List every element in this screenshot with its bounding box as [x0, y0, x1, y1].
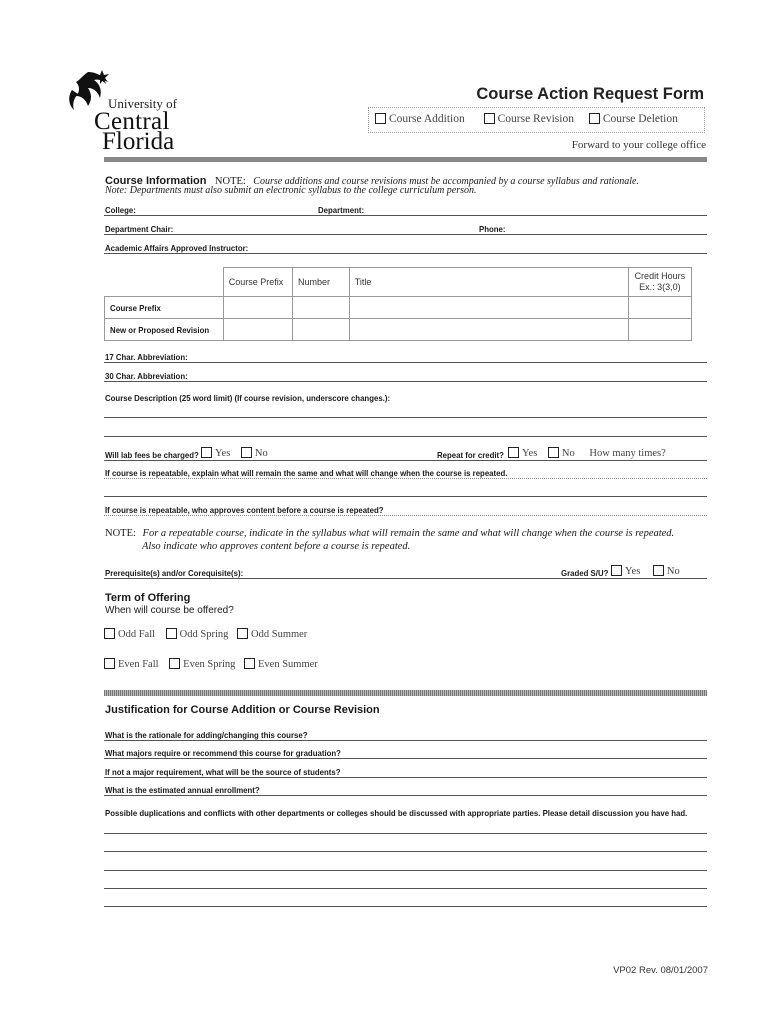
col-credit-hours: Credit Hours Ex.: 3(3,0) — [628, 268, 691, 297]
header-divider — [104, 157, 707, 162]
abbr17-field[interactable] — [104, 362, 707, 363]
chair-field[interactable] — [104, 234, 707, 235]
graded-yes-checkbox[interactable] — [611, 565, 622, 576]
instructor-field[interactable] — [104, 253, 707, 254]
graded-no[interactable]: No — [653, 566, 680, 577]
graded-su-label: Graded S/U? — [561, 568, 609, 578]
graded-no-checkbox[interactable] — [653, 565, 664, 576]
repeat-explain-field-1[interactable] — [104, 478, 707, 479]
even-summer-checkbox[interactable] — [244, 658, 255, 669]
repeat-approves-field[interactable] — [104, 515, 707, 516]
prereq-field[interactable] — [104, 578, 707, 579]
instructor-label: Academic Affairs Approved Instructor: — [105, 243, 249, 253]
repeat-yes-checkbox[interactable] — [508, 447, 519, 458]
source-label: If not a major requirement, what will be the source of students? — [105, 767, 341, 777]
odd-summer-checkbox[interactable] — [237, 628, 248, 639]
term-even-summer[interactable]: Even Summer — [244, 659, 318, 670]
how-many-times-label: How many times? — [589, 448, 666, 459]
duplications-label: Possible duplications and conflicts with other departments or colleges should be discussed with appropriate parties. Please detail discussion you have had. — [105, 808, 688, 818]
abbr30-field[interactable] — [104, 381, 707, 382]
action-type-options — [375, 113, 688, 125]
course-deletion-option[interactable]: Course Deletion — [589, 113, 678, 125]
forward-note: Forward to your college office — [571, 139, 706, 151]
odd-spring-checkbox[interactable] — [166, 628, 177, 639]
course-info-note: Course additions and course revisions must be accompanied by a course syllabus and rationale. — [253, 176, 639, 187]
department-label: Department: — [318, 205, 365, 215]
graded-yes[interactable]: Yes — [611, 566, 640, 577]
course-deletion-checkbox[interactable] — [589, 113, 600, 124]
course-info-note-prefix: NOTE: — [214, 176, 246, 187]
cell-number-2[interactable] — [293, 319, 350, 341]
discussion-line-1[interactable] — [104, 833, 707, 834]
repeat-explain-field-2[interactable] — [104, 496, 707, 497]
course-revision-option[interactable]: Course Revision — [484, 113, 574, 125]
discussion-line-2[interactable] — [104, 851, 707, 852]
term-heading: Term of Offering — [105, 592, 191, 604]
discussion-line-4[interactable] — [104, 888, 707, 889]
lab-fees-yes[interactable]: Yes — [201, 448, 230, 459]
description-label: Course Description (25 word limit) (If course revision, underscore changes.): — [105, 393, 391, 403]
lab-fees-no-checkbox[interactable] — [241, 447, 252, 458]
cell-title-2[interactable] — [349, 319, 628, 341]
course-table — [104, 267, 692, 341]
cell-credit-2[interactable] — [628, 319, 691, 341]
col-number: Number — [293, 268, 350, 297]
col-title: Title — [349, 268, 628, 297]
cell-prefix-1[interactable] — [223, 297, 292, 319]
term-even-spring[interactable]: Even Spring — [169, 659, 235, 670]
majors-field[interactable] — [104, 758, 707, 759]
description-line-1[interactable] — [104, 417, 707, 418]
rationale-label: What is the rationale for adding/changing this course? — [105, 730, 308, 740]
phone-label: Phone: — [479, 224, 506, 234]
term-row-odd — [104, 628, 307, 640]
revision-footer: VP02 Rev. 08/01/2007 — [613, 965, 708, 976]
ucf-logo — [66, 70, 206, 155]
odd-fall-checkbox[interactable] — [104, 628, 115, 639]
fees-line — [104, 460, 707, 461]
repeat-credit-options — [508, 447, 666, 459]
even-spring-checkbox[interactable] — [169, 658, 180, 669]
abbr17-label: 17 Char. Abbreviation: — [105, 352, 188, 362]
term-divider — [104, 690, 707, 696]
college-field[interactable] — [104, 215, 707, 216]
cell-title-1[interactable] — [349, 297, 628, 319]
row-new-revision: New or Proposed Revision — [105, 319, 214, 341]
term-odd-summer[interactable]: Odd Summer — [237, 629, 307, 640]
repeat-credit-label: Repeat for credit? — [437, 450, 504, 460]
term-even-fall[interactable]: Even Fall — [104, 659, 159, 670]
col-course-prefix: Course Prefix — [223, 268, 292, 297]
repeat-explain-label: If course is repeatable, explain what will remain the same and what will change when the course is repeated. — [105, 468, 508, 478]
course-addition-checkbox[interactable] — [375, 113, 386, 124]
form-title: Course Action Request Form — [476, 85, 704, 103]
term-odd-spring[interactable]: Odd Spring — [166, 629, 229, 640]
college-label: College: — [105, 205, 136, 215]
even-fall-checkbox[interactable] — [104, 658, 115, 669]
repeat-note: NOTE: For a repeatable course, indicate in the syllabus what will remain the same and what will change when the course is repeated. Also indicate who approves content before a course is repeated. — [105, 528, 675, 552]
course-addition-option[interactable]: Course Addition — [375, 113, 465, 125]
graded-su-options — [611, 565, 680, 577]
course-info-heading: Course Information — [105, 175, 207, 187]
repeat-no-checkbox[interactable] — [548, 447, 559, 458]
repeat-yes[interactable]: Yes — [508, 448, 537, 459]
justification-heading: Justification for Course Addition or Course Revision — [105, 704, 380, 716]
logo-line1: University of — [108, 96, 177, 111]
rationale-field[interactable] — [104, 740, 707, 741]
row-course-prefix: Course Prefix — [105, 297, 214, 319]
enrollment-label: What is the estimated annual enrollment? — [105, 785, 260, 795]
chair-label: Department Chair: — [105, 224, 174, 234]
logo-line3: Florida — [102, 128, 175, 155]
enrollment-field[interactable] — [104, 795, 707, 796]
course-info-note2: Note: Departments must also submit an electronic syllabus to the college curriculum person. — [105, 185, 477, 196]
logo-line2: Central — [94, 108, 170, 135]
lab-fees-label: Will lab fees be charged? — [105, 450, 199, 460]
repeat-no[interactable]: No — [548, 448, 575, 459]
discussion-line-3[interactable] — [104, 870, 707, 871]
majors-label: What majors require or recommend this course for graduation? — [105, 748, 341, 758]
discussion-line-5[interactable] — [104, 906, 707, 907]
description-line-2[interactable] — [104, 436, 707, 437]
lab-fees-no[interactable]: No — [241, 448, 268, 459]
lab-fees-yes-checkbox[interactable] — [201, 447, 212, 458]
term-row-even — [104, 658, 318, 670]
term-question: When will course be offered? — [105, 605, 234, 616]
source-field[interactable] — [104, 777, 707, 778]
term-odd-fall[interactable]: Odd Fall — [104, 629, 155, 640]
lab-fees-options — [201, 447, 268, 459]
cell-number-1[interactable] — [293, 297, 350, 319]
cell-prefix-2[interactable] — [223, 319, 292, 341]
course-revision-checkbox[interactable] — [484, 113, 495, 124]
prereq-label: Prerequisite(s) and/or Corequisite(s): — [105, 568, 244, 578]
cell-credit-1[interactable] — [628, 297, 691, 319]
repeat-approves-label: If course is repeatable, who approves content before a course is repeated? — [105, 505, 384, 515]
abbr30-label: 30 Char. Abbreviation: — [105, 371, 188, 381]
